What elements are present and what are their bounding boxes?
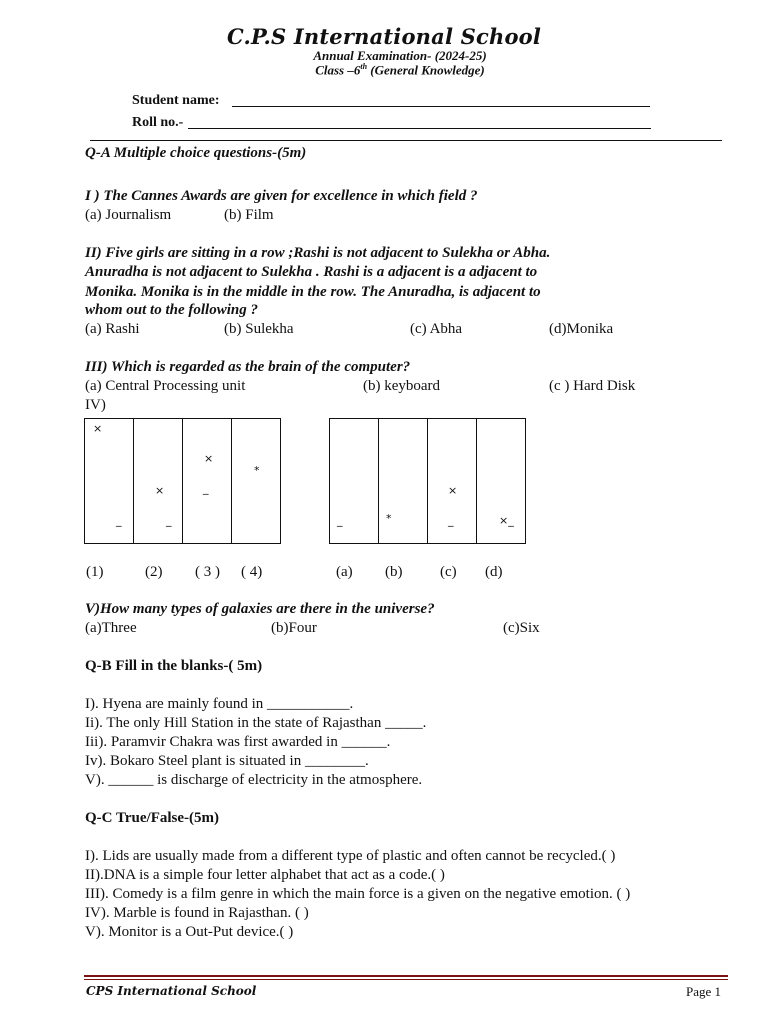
dash-symbol: _ xyxy=(116,514,122,527)
fill-blank-item: V). ______ is discharge of electricity in the atmosphere. xyxy=(85,772,423,788)
q2-option-c: (c) Abha xyxy=(410,321,463,337)
dash-symbol: _ xyxy=(203,482,209,495)
true-false-item: III). Comedy is a film genre in which the main force is a given on the negative emotion. ( ) xyxy=(85,886,631,902)
true-false-item: V). Monitor is a Out-Put device.( ) xyxy=(85,924,294,940)
star-symbol: * xyxy=(254,464,260,477)
q5-option-a: (a)Three xyxy=(85,620,137,636)
cross-dash-symbol: ×_ xyxy=(499,514,514,527)
footer-school: CPS International School xyxy=(86,984,257,998)
fill-blank-item: I). Hyena are mainly found in ___________. xyxy=(85,696,354,712)
q2-line-2: Anuradha is not adjacent to Sulekha . Rashi is a adjacent is a adjacent to xyxy=(85,264,538,280)
q5-option-c: (c)Six xyxy=(503,620,540,636)
q3-text: III) Which is regarded as the brain of the computer? xyxy=(85,359,411,375)
fill-blank-item: Iv). Bokaro Steel plant is situated in ________. xyxy=(85,753,369,769)
q1-option-b: (b) Film xyxy=(224,207,274,223)
cross-symbol: × xyxy=(204,452,214,465)
class-subject xyxy=(0,62,768,78)
footer-rule xyxy=(84,975,728,977)
roll-no-field[interactable] xyxy=(188,128,651,129)
fill-blank-item: Ii). The only Hill Station in the state of Rajasthan _____. xyxy=(85,715,427,731)
subject: (General Knowledge) xyxy=(370,62,485,78)
q3-option-b: (b) keyboard xyxy=(363,378,441,394)
q2-line-4: whom out to the following ? xyxy=(85,302,258,318)
q4-right-label-a: (a) xyxy=(336,564,353,580)
school-title: C.P.S International School xyxy=(226,24,542,49)
q2-option-d: (d)Monika xyxy=(549,321,614,337)
roll-no-label: Roll no.- xyxy=(132,115,184,130)
student-name-field[interactable] xyxy=(232,106,650,107)
q4-left-label-1: (1) xyxy=(86,564,104,580)
q4-left-cell-1 xyxy=(85,419,134,543)
q4-right-figure xyxy=(329,418,526,544)
dash-symbol: _ xyxy=(448,514,454,527)
q5-text: V)How many types of galaxies are there in the universe? xyxy=(85,601,435,617)
section-b-heading: Q-B Fill in the blanks-( 5m) xyxy=(85,658,263,674)
q1-option-a: (a) Journalism xyxy=(85,207,172,223)
star-symbol: * xyxy=(386,512,392,525)
q4-left-cell-2 xyxy=(134,419,183,543)
true-false-item: I). Lids are usually made from a different type of plastic and often cannot be recycled.( ) xyxy=(85,848,616,864)
q2-line-3: Monika. Monika is in the middle in the row. The Anuradha, is adjacent to xyxy=(85,284,541,300)
q4-left-label-4: ( 4) xyxy=(241,564,263,580)
q5-option-b: (b)Four xyxy=(271,620,317,636)
q4-right-label-c: (c) xyxy=(440,564,457,580)
cross-symbol: × xyxy=(155,484,165,497)
q4-right-label-d: (d) xyxy=(485,564,503,580)
q4-left-label-3: ( 3 ) xyxy=(195,564,220,580)
footer-rule-thin xyxy=(84,979,728,980)
true-false-item: II).DNA is a simple four letter alphabet that act as a code.( ) xyxy=(85,867,445,883)
section-c-heading: Q-C True/False-(5m) xyxy=(85,810,219,826)
q1-text: I ) The Cannes Awards are given for excellence in which field ? xyxy=(85,188,478,204)
section-a-heading: Q-A Multiple choice questions-(5m) xyxy=(85,145,307,161)
student-name-label: Student name: xyxy=(132,93,220,108)
class-sup: th xyxy=(360,62,368,71)
q4-left-figure xyxy=(84,418,281,544)
exam-title: Annual Examination- (2024-25) xyxy=(313,48,487,63)
q2-option-b: (b) Sulekha xyxy=(224,321,294,337)
q4-label: IV) xyxy=(85,397,106,413)
dash-symbol: _ xyxy=(166,514,172,527)
page-number: Page 1 xyxy=(686,984,722,999)
q2-line-1: II) Five girls are sitting in a row ;Rashi is not adjacent to Sulekha or Abha. xyxy=(85,245,551,261)
true-false-item: IV). Marble is found in Rajasthan. ( ) xyxy=(85,905,309,921)
q4-right-label-b: (b) xyxy=(385,564,403,580)
q4-left-label-2: (2) xyxy=(145,564,163,580)
q3-option-a: (a) Central Processing unit xyxy=(85,378,246,394)
q4-left-cell-3 xyxy=(183,419,232,543)
q3-option-c: (c ) Hard Disk xyxy=(549,378,636,394)
class-prefix: Class –6 xyxy=(315,62,361,78)
header-divider xyxy=(90,140,722,141)
fill-blank-item: Iii). Paramvir Chakra was first awarded in ______. xyxy=(85,734,391,750)
q2-option-a: (a) Rashi xyxy=(85,321,140,337)
cross-symbol: × xyxy=(93,422,103,435)
cross-symbol: × xyxy=(448,484,458,497)
dash-symbol: _ xyxy=(337,514,343,527)
